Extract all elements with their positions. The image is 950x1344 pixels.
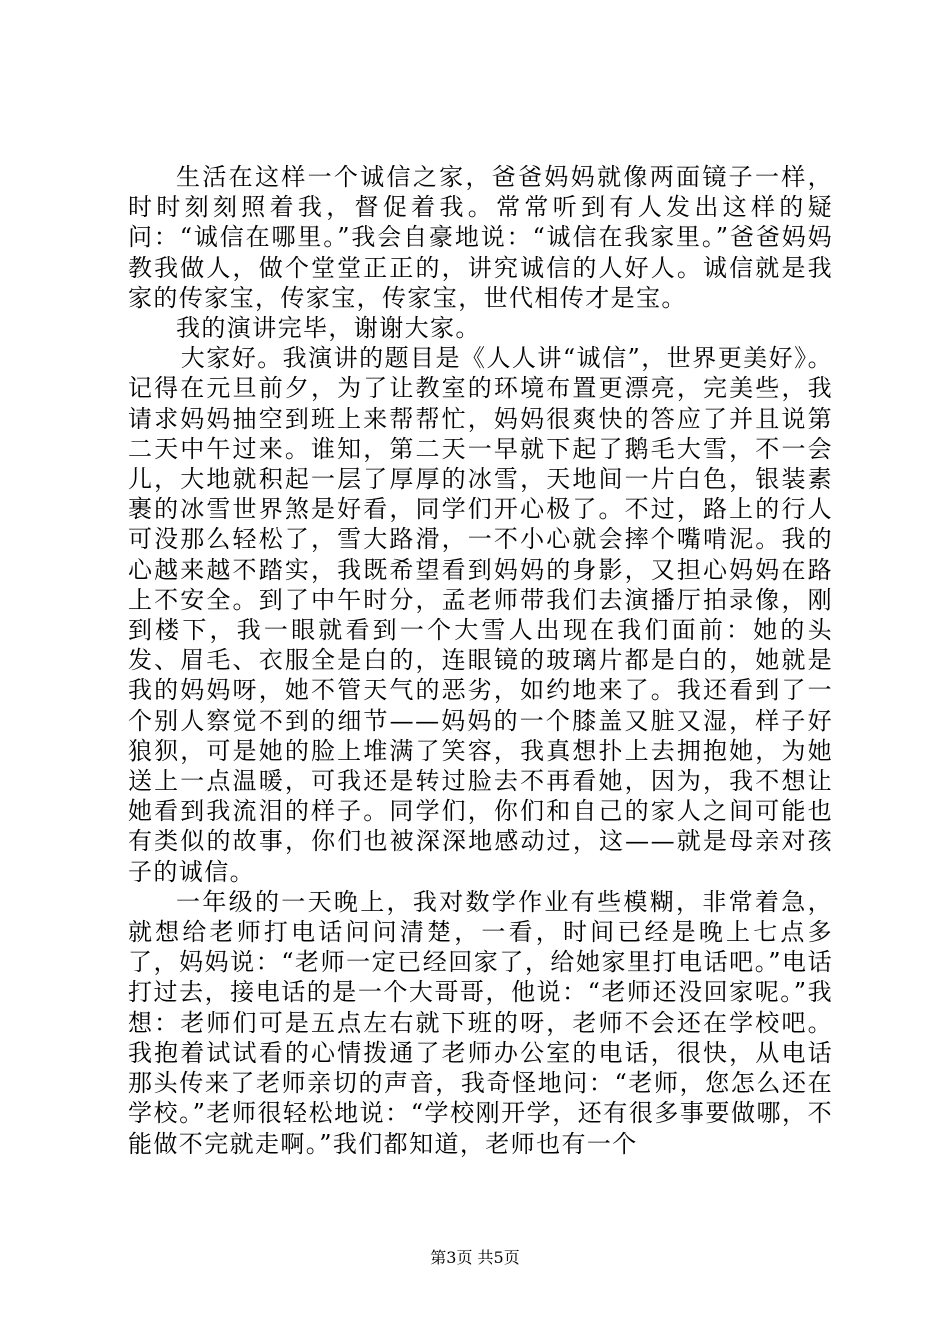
page-footer: 第3页 共5页 (430, 1248, 520, 1267)
paragraph-teacher-phone: 一年级的一天晚上，我对数学作业有些模糊，非常着急，就想给老师打电话问问清楚，一看，时间已经是晚上七点多了，妈妈说：“老师一定已经回家了，给她家里打电话吧。”电话打过去，接电话的是一个大哥哥，他说：“老师还没回家呢。”我想：老师们可是五点左右就下班的呀，老师不会还在学校吧。我抱着试试看的心情拨通了老师办公室的电话，很快，从电话那头传来了老师亲切的声音，我奇怪地问：“老师，您怎么还在学校。”老师很轻松地说：“学校刚开学，还有很多事要做哪，不能做不完就走啊。”我们都知道，老师也有一个 (128, 887, 833, 1158)
paragraph-speech-end: 我的演讲完毕，谢谢大家。 (176, 314, 481, 343)
paragraph-speech-snow-mother: 大家好。我演讲的题目是《人人讲“诚信”，世界更美好》。记得在元旦前夕，为了让教室的环境布置更漂亮，完美些，我请求妈妈抽空到班上来帮帮忙，妈妈很爽快的答应了并且说第二天中午过来。谁知，第二天一早就下起了鹅毛大雪，不一会儿，大地就积起一层了厚厚的冰雪，天地间一片白色，银装素裹的冰雪世界煞是好看，同学们开心极了。不过，路上的行人可没那么轻松了，雪大路滑，一不小心就会摔个嘴啃泥。我的心越来越不踏实，我既希望看到妈妈的身影，又担心妈妈在路上不安全。到了中午时分，孟老师带我们去演播厅拍录像，刚到楼下，我一眼就看到一个大雪人出现在我们面前：她的头发、眉毛、衣服全是白的，连眼镜的玻璃片都是白的，她就是我的妈妈呀，她不管天气的恶劣，如约地来了。我还看到了一个别人察觉不到的细节——妈妈的一个膝盖又脏又湿，样子好狼狈，可是她的脸上堆满了笑容，我真想扑上去拥抱她，为她送上一点温暖，可我还是转过脸去不再看她，因为，我不想让她看到我流泪的样子。同学们，你们和自己的家人之间可能也有类似的故事，你们也被深深地感动过，这——就是母亲对孩子的诚信。 (128, 344, 833, 886)
body-text (128, 162, 833, 1159)
paragraph-integrity-home: 生活在这样一个诚信之家，爸爸妈妈就像两面镜子一样，时时刻刻照着我，督促着我。常常听到有人发出这样的疑问：“诚信在哪里。”我会自豪地说：“诚信在我家里。”爸爸妈妈教我做人，做个堂堂正正的，讲究诚信的人好人。诚信就是我家的传家宝，传家宝，传家宝，世代相传才是宝。 (128, 163, 833, 312)
